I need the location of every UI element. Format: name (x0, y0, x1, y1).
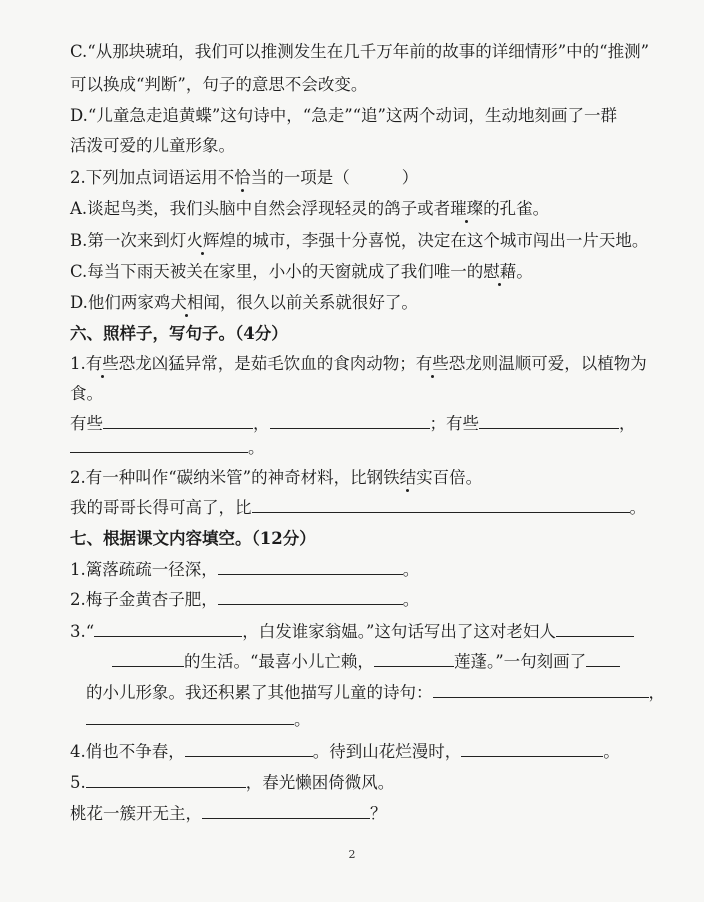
q2-stem-text: 2.下列加点词语运用 (70, 168, 218, 187)
q2-stem (70, 166, 418, 190)
sec7-item2 (70, 588, 419, 612)
sec7-item5-line1 (70, 771, 394, 795)
sec6-q1-fill-semi: ；有些 (429, 414, 479, 433)
sec7-item5-d: ？ (370, 804, 387, 823)
sec6-q1-blank4[interactable] (70, 437, 248, 453)
q2-option-c-pre: C.每当下雨天被关在家里，小小的天窗就成了我们唯一的 (70, 262, 484, 281)
sec7-item1-end: 。 (402, 560, 420, 579)
sec6-q1-fill-line1 (70, 412, 636, 436)
q2-option-c-marked: 慰藉 (483, 262, 517, 281)
sec7-item3-e: 。 (294, 710, 311, 729)
q2-option-a-post: 的孔雀。 (483, 199, 550, 218)
q2-option-d-marked: 鸡犬相闻 (153, 293, 220, 312)
q2-option-b-post: 的城市，李强十分喜悦，决定在这个城市闯出一片天地。 (235, 231, 649, 250)
sec7-item3-blank3[interactable] (112, 651, 184, 667)
sec6-q1-fill-line2 (70, 436, 265, 460)
sec7-item2-text: 2.梅子金黄杏子肥， (70, 590, 218, 609)
sec6-q1-fill-period: 。 (248, 438, 265, 457)
sec7-item3-line1 (70, 620, 634, 644)
sec6-q1-line2: 食。 (70, 384, 103, 403)
sec7-item3-line2 (112, 650, 620, 674)
sec6-q1-marked1: 有些 (85, 354, 119, 373)
q2-option-a-pre: A.谈起鸟类，我们头脑中自然会浮现轻灵的鸽子或者 (70, 199, 451, 218)
sec6-q1-number: 1. (70, 354, 86, 373)
sec6-q1-marked2: 有些 (415, 354, 449, 373)
sec7-item5-b: ，春光懒困倚微风。 (245, 773, 395, 792)
sec7-item5-blank2[interactable] (202, 803, 370, 819)
sec7-item3-pre: 3.“ (70, 622, 95, 641)
sec7-item4-c: 。 (603, 742, 620, 761)
sec7-item3-blank5[interactable] (586, 651, 620, 667)
sec6-q2-line1 (70, 466, 482, 490)
q2-option-d-pre: D.他们两家 (70, 293, 154, 312)
sec6-q2-marked: 比钢铁结实百倍 (350, 468, 466, 487)
sec7-item3-d-end: ， (648, 683, 665, 702)
sec6-q1-fill-end-comma: ， (619, 414, 636, 433)
sec6-q1-blank1[interactable] (103, 413, 253, 429)
sec6-q1-blank2[interactable] (270, 413, 430, 429)
sec7-item1 (70, 558, 419, 582)
sec7-item3-blank4[interactable] (374, 651, 454, 667)
sec7-item3-blank2[interactable] (556, 621, 634, 637)
sec7-item4-a: 4.俏也不争春， (70, 742, 185, 761)
sec7-item4 (70, 740, 620, 764)
sec6-q1-post: 恐龙则温顺可爱，以植物为 (448, 354, 647, 373)
sec7-item5-a: 5. (70, 773, 86, 792)
q1-option-d-line1: D.“儿童急走追黄蝶”这句诗中，“急走”“追”这两个动词，生动地刻画了一群 (70, 106, 617, 125)
sec6-q2-fill-end: 。 (629, 498, 646, 517)
sec6-q1-blank3[interactable] (479, 413, 619, 429)
q2-option-d (70, 291, 418, 315)
section-6-title: 六、照样子，写句子。（4分） (70, 324, 288, 343)
sec6-q1-line1 (70, 352, 647, 376)
sec6-q2-fill (70, 496, 646, 520)
sec7-item3-a: ，白发谁家翁媪。”这句话写出了这对老妇人 (242, 622, 556, 641)
sec7-item5-c: 桃花一簇开无主， (70, 804, 202, 823)
sec7-item5-blank1[interactable] (86, 772, 246, 788)
q2-option-b-pre: B.第一次来到 (70, 231, 170, 250)
sec7-item1-blank[interactable] (218, 559, 403, 575)
sec7-item5-line2 (70, 802, 387, 826)
sec7-item2-blank[interactable] (218, 589, 403, 605)
sec6-q1-fill-label: 有些 (70, 414, 103, 433)
q2-stem-close: ） (401, 168, 419, 187)
q2-stem-emphasis: 不恰当 (217, 168, 268, 187)
sec6-q2-pre: 2.有一种叫作“碳纳米管”的神奇材料， (70, 468, 351, 487)
q2-option-d-post: ，很久以前关系就很好了。 (219, 293, 418, 312)
q1-option-c-line1: C.“从那块琥珀，我们可以推测发生在几千万年前的故事的详细情形”中的“推测” (70, 42, 650, 61)
section-7-title: 七、根据课文内容填空。（12分） (70, 529, 316, 548)
q2-option-a (70, 197, 549, 221)
sec7-item3-line3 (86, 681, 665, 705)
sec7-item3-blank7[interactable] (86, 709, 294, 725)
q1-option-c-line2: 可以换成“判断”，句子的意思不会改变。 (70, 75, 368, 94)
q2-option-b (70, 229, 648, 253)
q2-stem-text2: 的一项是（ (267, 168, 350, 187)
sec7-item1-text: 1.篱落疏疏一径深， (70, 560, 218, 579)
page-number: 2 (348, 848, 356, 861)
q2-option-c-post: 。 (516, 262, 533, 281)
q2-option-c (70, 260, 533, 284)
sec7-item3-c: 莲蓬。”一句刻画了 (453, 652, 587, 671)
sec7-item3-blank1[interactable] (94, 621, 242, 637)
sec7-item3-line4 (86, 708, 311, 732)
sec7-item3-d: 的小儿形象。我还积累了其他描写儿童的诗句： (86, 683, 433, 702)
q2-option-b-marked: 灯火辉煌 (169, 231, 236, 250)
sec6-q2-fill-label: 我的哥哥长得可高了，比 (70, 498, 252, 517)
q2-option-a-marked: 璀璨 (450, 199, 484, 218)
sec6-q2-blank[interactable] (252, 497, 630, 513)
sec6-q1-fill-comma: ， (253, 414, 270, 433)
sec7-item2-end: 。 (402, 590, 420, 609)
sec7-item4-blank2[interactable] (461, 741, 603, 757)
q1-option-d-line2: 活泼可爱的儿童形象。 (70, 136, 235, 155)
sec7-item3-blank6[interactable] (433, 682, 649, 698)
sec6-q1-mid: 恐龙凶猛异常，是茹毛饮血的食肉动物； (118, 354, 416, 373)
sec7-item4-b: 。待到山花烂漫时， (312, 742, 462, 761)
sec7-item4-blank1[interactable] (185, 741, 313, 757)
sec6-q2-post: 。 (465, 468, 483, 487)
sec7-item3-b: 的生活。“最喜小儿亡赖， (184, 652, 374, 671)
